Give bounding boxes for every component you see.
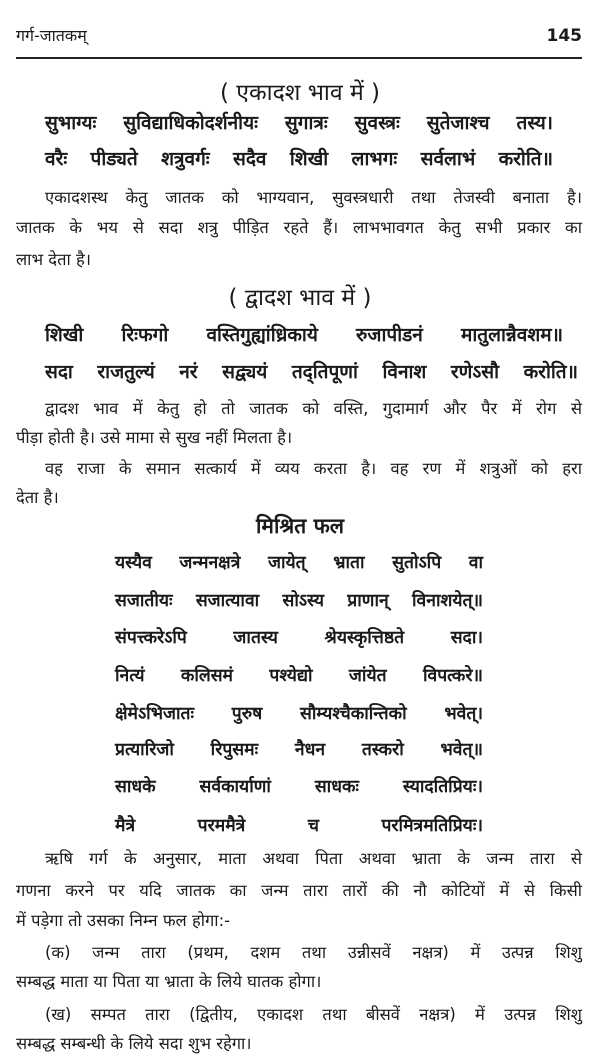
prose-line: सम्बद्ध माता या पिता या भ्राता के लिये घातक होगा। xyxy=(16,972,322,991)
verse-line: शिखी रिःफगो वस्तिगुह्यांध्रिकाये रुजापीडनं मातुलान्नैवशम॥ xyxy=(45,324,563,346)
verse-line: सुभाग्यः सुविद्याधिकोदर्शनीयः सुगात्रः सुवस्त्रः सुतेजाश्च तस्य। xyxy=(45,112,553,134)
verse-line: क्षेमेऽभिजातः पुरुष सौम्यश्चैकान्तिको भवेत्। xyxy=(115,704,483,724)
verse-line: सदा राजतुल्यं नरं सद्व्ययं तद्‌तिपूणां विनाश रणेऽसौ करोति॥ xyxy=(45,361,578,383)
prose-line: देता है। xyxy=(16,488,59,507)
prose-line: पीड़ा होती है। उसे मामा से सुख नहीं मिलता है। xyxy=(16,428,293,447)
verse-line: सजातीयः सजात्यावा सोऽस्य प्राणान् विनाशयेत्॥ xyxy=(115,591,483,611)
prose-line: सम्बद्ध सम्बन्धी के लिये सदा शुभ रहेगा। xyxy=(16,1034,252,1053)
verse-line: यस्यैव जन्मनक्षत्रे जायेत् भ्राता सुतोऽपि वा xyxy=(115,553,483,573)
verse-line: वरैः पीड्यते शत्रुवर्गः सदैव शिखी लाभगः सर्वलाभं करोति॥ xyxy=(45,148,553,170)
prose-line: गणना करने पर यदि जातक का जन्म तारा तारों की नौ कोटियों में से किसी xyxy=(16,881,582,900)
prose-line: वह राजा के समान सत्कार्य में व्यय करता है। वह रण में शत्रुओं को हरा xyxy=(45,459,582,478)
prose-line: में पड़ेगा तो उसका निम्न फल होगा:- xyxy=(16,911,231,930)
verse-line: साधके सर्वकार्याणां साधकः स्यादतिप्रियः। xyxy=(115,777,483,797)
section-title: ( एकादश भाव में ) xyxy=(219,80,381,106)
prose-line: द्वादश भाव में केतु हो तो जातक को वस्ति, गुदामार्ग और पैर में रोग से xyxy=(45,399,582,418)
page-number: 145 xyxy=(546,26,582,46)
running-title: गर्ग-जातकम् xyxy=(16,26,87,45)
prose-line: एकादशस्थ केतु जातक को भाग्यवान, सुवस्त्रधारी तथा तेजस्वी बनाता है। xyxy=(45,188,582,207)
prose-line: लाभ देता है। xyxy=(16,250,92,269)
section-title: ( द्वादश भाव में ) xyxy=(228,285,372,311)
prose-line: (ख) सम्पत तारा (द्वितीय, एकादश तथा बीसवें नक्षत्र) में उत्पन्न शिशु xyxy=(45,1005,582,1024)
prose-line: ऋषि गर्ग के अनुसार, माता अथवा पिता अथवा भ्राता के जन्म तारा से xyxy=(45,849,582,868)
prose-line: (क) जन्म तारा (प्रथम, दशम तथा उन्नीसवें नक्षत्र) में उत्पन्न शिशु xyxy=(45,943,582,962)
prose-line: जातक के भय से सदा शत्रु पीड़ित रहते हैं। लाभभावगत केतु सभी प्रकार का xyxy=(16,218,582,237)
verse-line: मैत्रे परममैत्रे च परमित्रमतिप्रियः। xyxy=(115,816,483,836)
verse-line: संपत्त्करेऽपि जातस्य श्रेयस्कृत्तिष्ठते सदा। xyxy=(115,628,483,648)
header-rule xyxy=(16,57,582,59)
verse-line: प्रत्यारिजो रिपुसमः नैधन तस्करो भवेत्॥ xyxy=(115,740,483,760)
verse-line: नित्यं कलिसमं पश्येद्यो जांयेत विपत्करे॥ xyxy=(115,666,483,686)
section-title: मिश्रित फल xyxy=(255,514,344,538)
